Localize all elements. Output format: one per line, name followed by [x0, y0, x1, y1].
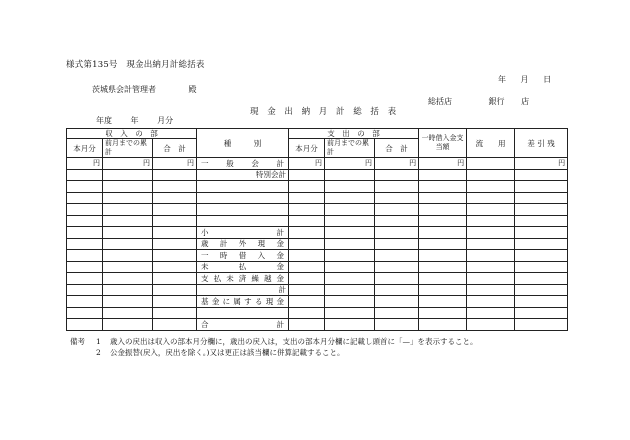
row-cell — [325, 250, 375, 262]
row-cell — [419, 181, 467, 193]
row-cell — [67, 296, 103, 308]
branch-line — [428, 96, 529, 107]
row-cell — [375, 273, 419, 285]
date-year: 年 — [498, 75, 506, 84]
row-cell: 円 — [289, 158, 325, 170]
fiscal-month: 年 — [130, 116, 139, 125]
row-cell — [103, 181, 153, 193]
honorific: 殿 — [188, 85, 197, 94]
fiscal-period — [96, 115, 189, 126]
row-category — [197, 215, 289, 227]
payments-header: 支 出 の 部 — [289, 129, 419, 139]
row-cell — [467, 296, 515, 308]
table-row — [67, 307, 568, 319]
row-cell — [153, 307, 197, 319]
row-cell — [153, 215, 197, 227]
table-row — [67, 192, 568, 204]
row-cell — [467, 261, 515, 273]
row-cell — [375, 227, 419, 239]
row-category: 合 計 — [197, 319, 289, 331]
row-cell — [289, 273, 325, 285]
row-cell — [375, 284, 419, 296]
row-cell — [515, 204, 568, 216]
row-cell — [153, 192, 197, 204]
row-cell — [325, 192, 375, 204]
date-day: 日 — [543, 75, 552, 84]
row-cell — [375, 307, 419, 319]
row-cell — [419, 238, 467, 250]
row-cell — [67, 307, 103, 319]
table-body — [67, 158, 568, 331]
table-row — [67, 273, 568, 285]
row-cell — [419, 192, 467, 204]
row-category: 特別会計 — [197, 169, 289, 181]
bank-branch-label: 店 — [521, 97, 530, 106]
row-cell — [375, 250, 419, 262]
row-cell — [67, 250, 103, 262]
row-cell — [325, 284, 375, 296]
row-cell — [103, 307, 153, 319]
row-cell — [375, 296, 419, 308]
note-text: 歳入の戻出は収入の部本月分欄に，歳出の戻入は，支出の部本月分欄に記載し頭首に「—」を表示すること。 — [110, 337, 478, 346]
row-cell: 円 — [419, 158, 467, 170]
row-cell — [419, 307, 467, 319]
category-header: 種 別 — [197, 129, 289, 158]
row-cell — [515, 227, 568, 239]
row-cell — [67, 319, 103, 331]
row-cell — [325, 307, 375, 319]
row-cell — [515, 215, 568, 227]
row-cell — [67, 215, 103, 227]
row-cell — [153, 169, 197, 181]
row-cell — [515, 307, 568, 319]
row-cell — [515, 192, 568, 204]
row-cell: 円 — [67, 158, 103, 170]
row-cell — [467, 250, 515, 262]
row-cell — [153, 284, 197, 296]
row-cell — [467, 227, 515, 239]
row-cell — [325, 296, 375, 308]
row-cell: 円 — [325, 158, 375, 170]
row-cell — [103, 296, 153, 308]
row-cell — [515, 181, 568, 193]
receipts-total-header: 合 計 — [153, 139, 197, 158]
row-cell — [289, 307, 325, 319]
row-cell — [103, 227, 153, 239]
row-cell: 円 — [515, 158, 568, 170]
note-text: 公金振替(戻入，戻出を除く。)又は更正は該当欄に併算記載すること。 — [110, 348, 345, 357]
row-cell — [325, 273, 375, 285]
row-cell — [103, 261, 153, 273]
row-cell — [153, 319, 197, 331]
row-cell — [467, 158, 515, 170]
form-number: 様式第135号 現金出納月計総括表 — [66, 60, 205, 70]
row-category: 基 金 に 属 す る 現 金 — [197, 296, 289, 308]
row-cell — [67, 204, 103, 216]
row-cell — [325, 181, 375, 193]
row-cell — [419, 215, 467, 227]
row-category: 一 般 会 計 — [197, 158, 289, 170]
row-cell — [467, 169, 515, 181]
row-category: 小 計 — [197, 227, 289, 239]
table-row — [67, 158, 568, 170]
row-cell — [325, 227, 375, 239]
row-cell — [153, 181, 197, 193]
table-row — [67, 250, 568, 262]
table-row — [67, 238, 568, 250]
row-cell — [289, 250, 325, 262]
branch-label: 総括店 — [428, 97, 452, 106]
row-cell — [289, 169, 325, 181]
addressee-name: 茨城県会計管理者 — [92, 85, 156, 94]
row-category: 歳 計 外 現 金 — [197, 238, 289, 250]
row-cell — [289, 204, 325, 216]
note-item — [70, 336, 478, 347]
row-cell — [375, 192, 419, 204]
receipts-this-month-header: 本月分 — [67, 139, 103, 158]
loan-header: 一時借入金支当額 — [419, 129, 467, 158]
row-cell — [325, 319, 375, 331]
payments-cumulative-header: 前月までの累計 — [325, 139, 375, 158]
row-cell — [325, 204, 375, 216]
note-number: 1 — [96, 337, 101, 346]
receipts-header: 収 入 の 部 — [67, 129, 197, 139]
row-cell — [103, 238, 153, 250]
row-cell — [325, 238, 375, 250]
notes — [70, 336, 478, 358]
row-cell — [153, 238, 197, 250]
note-item — [70, 347, 478, 358]
table-row — [67, 215, 568, 227]
row-cell — [289, 181, 325, 193]
date-line — [498, 74, 563, 85]
table-row — [67, 261, 568, 273]
row-cell — [67, 284, 103, 296]
row-cell — [375, 319, 419, 331]
row-category — [197, 181, 289, 193]
row-cell — [103, 250, 153, 262]
row-cell — [419, 227, 467, 239]
payments-this-month-header: 本月分 — [289, 139, 325, 158]
row-cell — [289, 192, 325, 204]
row-cell — [103, 215, 153, 227]
row-cell — [467, 181, 515, 193]
fiscal-suffix: 月分 — [157, 116, 174, 125]
row-cell — [289, 296, 325, 308]
row-category: 未 払 金 — [197, 261, 289, 273]
row-category — [197, 192, 289, 204]
row-cell — [515, 250, 568, 262]
row-cell — [153, 273, 197, 285]
addressee — [92, 84, 197, 95]
row-cell — [375, 261, 419, 273]
row-category: 計 — [197, 284, 289, 296]
note-number: 2 — [96, 348, 101, 357]
row-cell — [67, 169, 103, 181]
row-cell — [289, 284, 325, 296]
row-cell — [67, 261, 103, 273]
row-cell — [67, 238, 103, 250]
row-cell — [467, 307, 515, 319]
row-cell — [153, 261, 197, 273]
row-cell — [289, 215, 325, 227]
row-cell — [515, 284, 568, 296]
row-cell — [375, 181, 419, 193]
row-cell — [289, 238, 325, 250]
table-row — [67, 284, 568, 296]
table-row — [67, 181, 568, 193]
row-cell — [515, 319, 568, 331]
row-cell — [467, 192, 515, 204]
row-cell — [419, 204, 467, 216]
row-cell — [515, 273, 568, 285]
row-cell — [515, 238, 568, 250]
row-cell — [467, 284, 515, 296]
row-cell — [515, 261, 568, 273]
table-row — [67, 319, 568, 331]
row-category: 支 払 未 済 繰 越 金 — [197, 273, 289, 285]
row-cell — [375, 169, 419, 181]
row-cell — [289, 319, 325, 331]
row-cell — [103, 192, 153, 204]
row-cell — [153, 204, 197, 216]
payments-total-header: 合 計 — [375, 139, 419, 158]
row-cell: 円 — [103, 158, 153, 170]
row-cell — [103, 169, 153, 181]
row-cell — [103, 284, 153, 296]
row-cell — [289, 227, 325, 239]
row-cell — [153, 227, 197, 239]
row-cell — [67, 273, 103, 285]
row-cell — [467, 215, 515, 227]
row-cell — [419, 169, 467, 181]
row-cell — [419, 319, 467, 331]
row-cell — [419, 261, 467, 273]
row-cell — [515, 296, 568, 308]
table-row — [67, 204, 568, 216]
row-cell — [467, 319, 515, 331]
table-row — [67, 227, 568, 239]
summary-table — [66, 128, 568, 331]
row-cell — [103, 273, 153, 285]
row-cell: 円 — [375, 158, 419, 170]
notes-label: 備考 — [70, 337, 85, 346]
balance-header: 差 引 残 — [515, 129, 568, 158]
row-cell — [153, 250, 197, 262]
row-cell — [419, 273, 467, 285]
row-cell — [375, 238, 419, 250]
row-cell — [289, 261, 325, 273]
row-cell — [467, 238, 515, 250]
row-cell — [467, 204, 515, 216]
row-category — [197, 204, 289, 216]
row-cell — [419, 250, 467, 262]
fiscal-year: 年度 — [96, 116, 112, 125]
row-cell — [103, 319, 153, 331]
receipts-cumulative-header: 前月までの累計 — [103, 139, 153, 158]
row-cell — [153, 296, 197, 308]
row-cell — [515, 169, 568, 181]
row-cell — [67, 227, 103, 239]
row-cell: 円 — [153, 158, 197, 170]
table-row — [67, 296, 568, 308]
row-category — [197, 307, 289, 319]
page-title: 現 金 出 納 月 計 総 括 表 — [250, 107, 400, 117]
row-cell — [325, 169, 375, 181]
row-cell — [419, 284, 467, 296]
row-cell — [467, 273, 515, 285]
row-cell — [419, 296, 467, 308]
table-row — [67, 169, 568, 181]
row-cell — [375, 215, 419, 227]
row-cell — [67, 181, 103, 193]
date-month: 月 — [520, 75, 529, 84]
bank-label: 銀行 — [488, 97, 505, 106]
flow-header: 流 用 — [467, 129, 515, 158]
row-cell — [67, 192, 103, 204]
row-cell — [375, 204, 419, 216]
row-cell — [103, 204, 153, 216]
row-category: 一 時 借 入 金 — [197, 250, 289, 262]
row-cell — [325, 215, 375, 227]
row-cell — [325, 261, 375, 273]
